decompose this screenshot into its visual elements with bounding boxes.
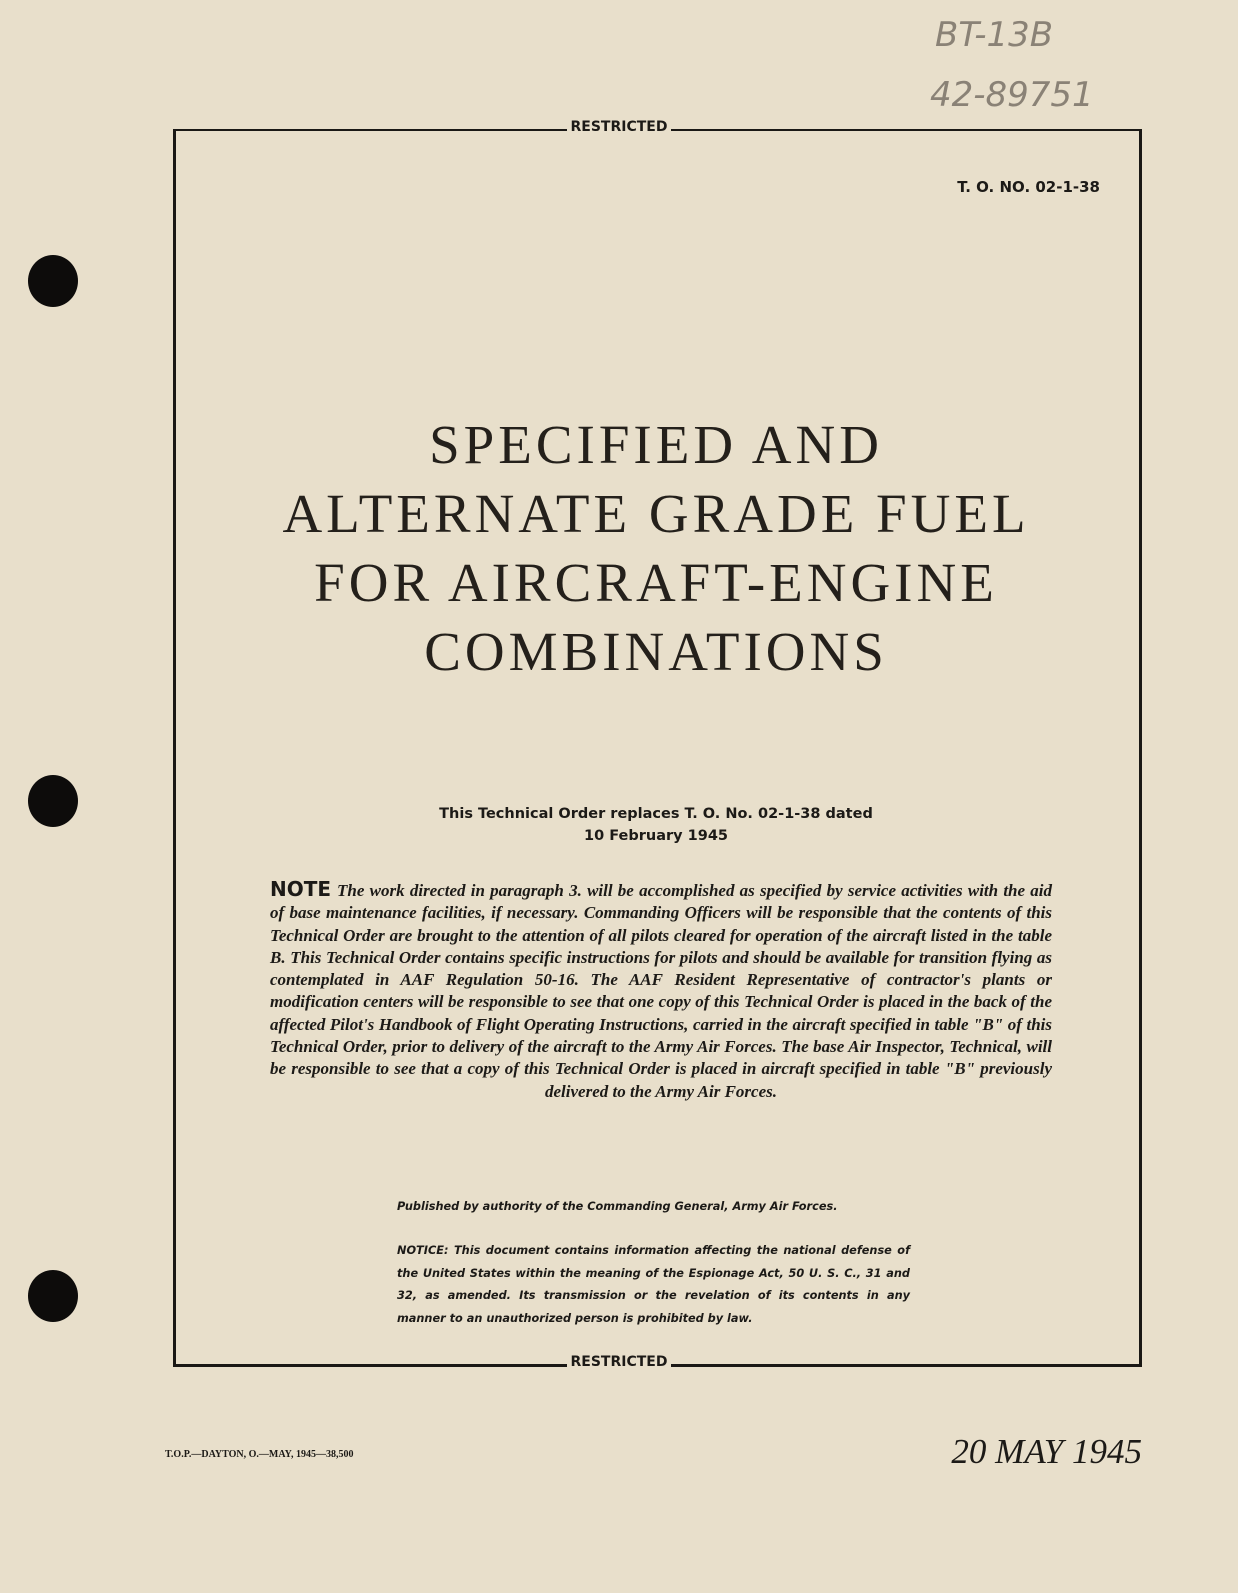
- note-paragraph: [270, 878, 1052, 1103]
- published-statement: Published by authority of the Commanding General, Army Air Forces.: [397, 1200, 838, 1213]
- restricted-footer: RESTRICTED: [567, 1354, 672, 1370]
- replaces-statement: [173, 803, 1139, 847]
- espionage-notice: NOTICE: This document contains information affecting the national defense of the United States within the meaning of the Espionage Act, 50 U. S. C., 31 and 32, as amended. Its transmission or the revelation of its contents in any manner to an unauthorized person is prohibited by law.: [397, 1244, 910, 1325]
- note-label: NOTE: [270, 877, 332, 901]
- issue-date: 20 MAY 1945: [951, 1432, 1142, 1471]
- title-line: FOR AIRCRAFT-ENGINE: [314, 552, 998, 613]
- handwritten-note: BT-13B: [935, 15, 1054, 55]
- note-text: The work directed in paragraph 3. will be accomplished as specified by service activities with the aid of base maintenance facilities, if necessary. Commanding Officers will be responsible that the contents of this Technical Order are brought to the attention of all pilots cleared for operation of the aircraft listed in the table B. This Technical Order contains specific instructions for pilots and should be available for transition flying as contemplated in AAF Regulation 50-16. The AAF Resident Representative of contractor's plants or modification centers will be responsible to see that one copy of this Technical Order is placed in the back of the affected Pilot's Handbook of Flight Operating Instructions, carried in the aircraft specified in table "B" of this Technical Order, prior to delivery of the aircraft to the Army Air Forces. The base Air Inspector, Technical, will be responsible to see that a copy of this Technical Order is placed in aircraft specified in table "B" previously delivered to the Army Air Forces.: [270, 881, 1052, 1101]
- handwritten-note: 42-89751: [930, 75, 1094, 115]
- title-line: SPECIFIED AND: [429, 414, 883, 475]
- to-number: T. O. NO. 02-1-38: [957, 178, 1100, 196]
- title-line: ALTERNATE GRADE FUEL: [282, 483, 1030, 544]
- title-line: COMBINATIONS: [424, 621, 888, 682]
- page-border: [173, 129, 1142, 1367]
- replaces-date: 10 February 1945: [583, 828, 729, 844]
- restricted-header: RESTRICTED: [567, 119, 672, 135]
- replaces-line: This Technical Order replaces T. O. No. 02-1-38 dated: [439, 806, 873, 822]
- punch-hole: [28, 775, 78, 827]
- punch-hole: [28, 1270, 78, 1322]
- document-title: [173, 410, 1139, 686]
- punch-hole: [28, 255, 78, 307]
- printer-imprint: T.O.P.—DAYTON, O.—MAY, 1945—38,500: [165, 1449, 354, 1460]
